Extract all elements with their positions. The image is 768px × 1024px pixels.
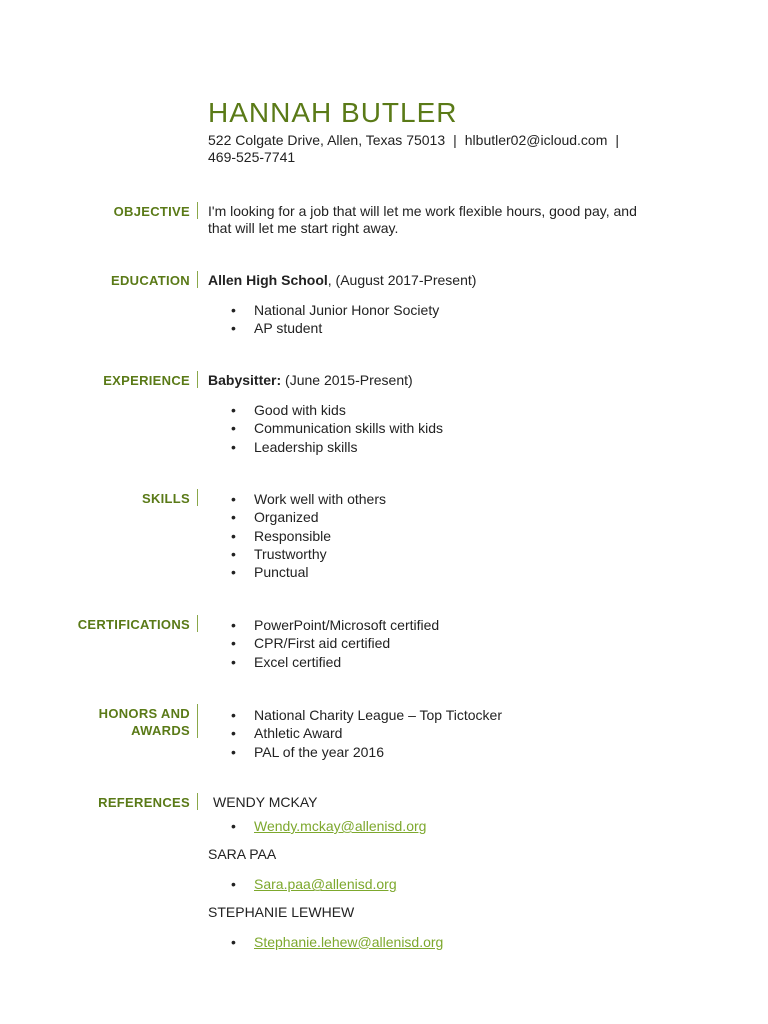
list-item: • Responsible (231, 527, 332, 544)
section-divider (197, 615, 198, 632)
reference-email-link[interactable]: Wendy.mckay@allenisd.org (254, 818, 427, 834)
reference-email-link[interactable]: Stephanie.lehew@allenisd.org (254, 933, 444, 950)
experience-label: EXPERIENCE (103, 373, 190, 388)
list-item: • CPR/First aid certified (231, 635, 391, 652)
list-item: • Wendy.mckay@allenisd.org (231, 818, 427, 834)
reference-name: WENDY MCKAY (213, 794, 318, 810)
honors-content (208, 706, 648, 761)
skills-content (208, 490, 648, 581)
school-name: Allen High School (208, 272, 328, 288)
list-item: • PowerPoint/Microsoft certified (231, 617, 440, 633)
objective-label: OBJECTIVE (113, 204, 190, 219)
list-item: • Excel certified (231, 653, 342, 670)
reference-contact (208, 817, 648, 835)
section-divider (197, 202, 198, 219)
education-list (208, 301, 648, 338)
section-divider (197, 704, 198, 738)
reference-name: STEPHANIE LEWHEW (208, 903, 355, 920)
reference-contact (208, 933, 648, 951)
list-item: • National Junior Honor Society (231, 302, 440, 318)
experience-dates: (June 2015-Present) (281, 372, 413, 388)
contact-separator: | (615, 132, 620, 148)
job-title: Babysitter: (208, 372, 282, 388)
reference-contact (208, 875, 648, 893)
certifications-content (208, 616, 648, 671)
objective-text (208, 203, 648, 237)
education-dates: , (August 2017-Present) (327, 272, 477, 288)
list-item: • Trustworthy (231, 545, 327, 562)
reference-name: SARA PAA (208, 846, 277, 863)
address: 522 Colgate Drive, Allen, Texas 75013 (208, 132, 446, 148)
honors-list (208, 706, 648, 761)
references-label: REFERENCES (98, 795, 190, 810)
email: hlbutler02@icloud.com (464, 132, 608, 148)
contact-separator: | (453, 132, 457, 148)
list-item: • Sara.paa@allenisd.org (231, 876, 397, 893)
certifications-list (208, 616, 648, 671)
experience-content (208, 372, 648, 456)
experience-list (208, 401, 648, 456)
list-item: • AP student (231, 320, 323, 337)
education-label: EDUCATION (110, 273, 190, 288)
list-item: • Communication skills with kids (231, 420, 444, 437)
reference-email-link[interactable]: Sara.paa@allenisd.org (254, 876, 397, 893)
resume-name: HANNAH BUTLER (208, 97, 458, 128)
list-item: • PAL of the year 2016 (231, 743, 384, 760)
skills-list (208, 490, 648, 581)
list-item: • National Charity League – Top Tictocker (231, 707, 502, 723)
section-divider (197, 489, 198, 506)
list-item: • Stephanie.lehew@allenisd.org (231, 933, 444, 950)
certifications-label: CERTIFICATIONS (77, 617, 190, 632)
list-item: • Leadership skills (231, 438, 358, 455)
section-divider (197, 793, 198, 810)
phone: 469-525-7741 (208, 149, 296, 165)
education-content (208, 272, 648, 338)
skills-label: SKILLS (141, 491, 190, 506)
section-divider (197, 371, 198, 388)
section-divider (197, 271, 198, 288)
contact-info (208, 132, 648, 166)
list-item: • Organized (231, 509, 319, 526)
list-item: • Athletic Award (231, 725, 343, 742)
references-content (208, 794, 648, 951)
list-item: • Punctual (231, 564, 309, 581)
list-item: • Work well with others (231, 491, 387, 507)
list-item: • Good with kids (231, 402, 346, 418)
honors-label: HONORS AND AWARDS (98, 706, 190, 738)
objective-paragraph: I'm looking for a job that will let me work flexible hours, good pay, and that will let me start right away. (208, 203, 637, 236)
